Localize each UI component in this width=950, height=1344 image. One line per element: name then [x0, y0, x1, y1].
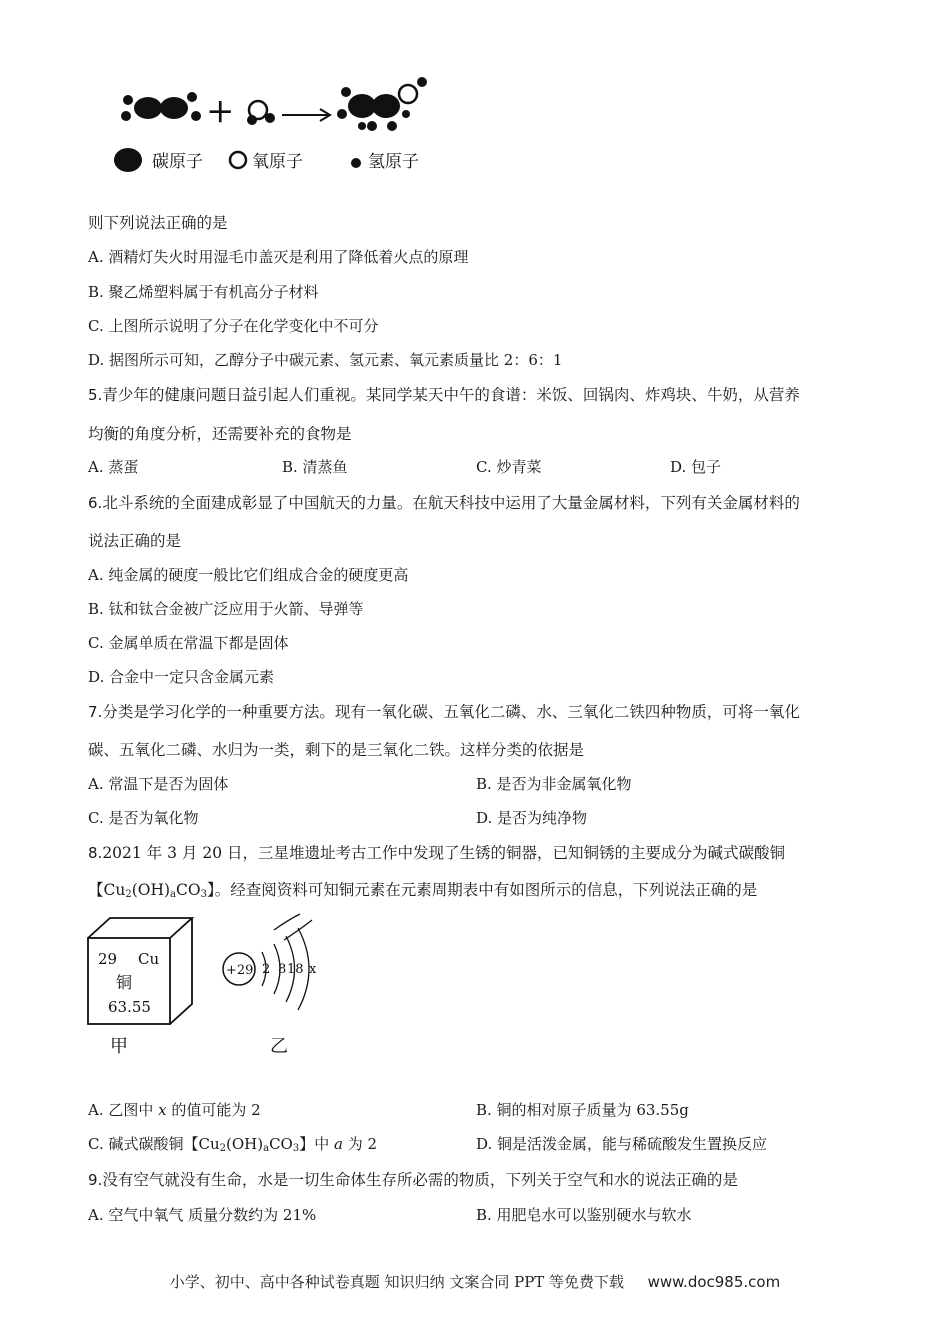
q8-option-a[interactable]: A. 乙图中 x 的值可能为 2 [88, 1101, 261, 1119]
q7-stem-line1: 7.分类是学习化学的一种重要方法。现有一氧化碳、五氧化二磷、水、三氧化二铁四种物质，可将一氧化 [88, 703, 800, 721]
q6-number: 6. [88, 494, 103, 512]
q6-stem-line2: 说法正确的是 [88, 532, 182, 550]
shell-electrons-4: x [309, 962, 317, 977]
figure-label-jia: 甲 [110, 1036, 128, 1057]
figure-label-yi: 乙 [270, 1036, 288, 1057]
ethanol-molecule [337, 77, 427, 131]
reaction-arrow-icon [282, 109, 330, 121]
q5-stem-line2: 均衡的角度分析，还需要补充的食物是 [88, 425, 352, 443]
shell-electrons-1: 2 [262, 962, 271, 977]
q5-number: 5. [88, 386, 103, 404]
q8-number: 8. [88, 844, 103, 862]
q6-option-a[interactable]: A. 纯金属的硬度一般比它们组成合金的硬度更高 [88, 566, 409, 584]
footer-url[interactable]: www.doc985.com [647, 1273, 781, 1291]
q5-option-c[interactable]: C. 炒青菜 [476, 458, 542, 476]
q9-option-a[interactable]: A. 空气中氧气 质量分数约为 21% [88, 1206, 317, 1224]
q6-option-b[interactable]: B. 钛和钛合金被广泛应用于火箭、导弹等 [88, 600, 364, 618]
q4-option-a[interactable]: A. 酒精灯失火时用湿毛巾盖灭是利用了降低着火点的原理 [88, 248, 469, 266]
q6-stem-line1: 6.北斗系统的全面建成彰显了中国航天的力量。在航天科技中运用了大量金属材料，下列有关金属材料的 [88, 494, 800, 512]
q7-stem-line2: 碳、五氧化二磷、水归为一类，剩下的是三氧化二铁。这样分类的依据是 [88, 741, 585, 759]
legend-oxygen: 氧原子 [252, 152, 303, 172]
q4-option-d[interactable]: D. 据图所示可知，乙醇分子中碳元素、氢元素、氧元素质量比 2：6：1 [88, 351, 563, 369]
page-footer [0, 1271, 950, 1292]
q7-option-b[interactable]: B. 是否为非金属氧化物 [476, 775, 632, 793]
legend-hydrogen: 氢原子 [368, 152, 419, 172]
q4-option-b[interactable]: B. 聚乙烯塑料属于有机高分子材料 [88, 283, 319, 301]
carbon-atom-icon [114, 148, 142, 172]
q4-option-c[interactable]: C. 上图所示说明了分子在化学变化中不可分 [88, 317, 379, 335]
q6-option-d[interactable]: D. 合金中一定只含金属元素 [88, 668, 275, 686]
q4-lead: 则下列说法正确的是 [88, 214, 228, 232]
element-symbol: Cu [138, 950, 160, 968]
q8-option-d[interactable]: D. 铜是活泼金属，能与稀硫酸发生置换反应 [476, 1135, 768, 1153]
atomic-number: 29 [98, 950, 118, 968]
q8-stem-line1: 8.2021 年 3 月 20 日，三星堆遗址考古工作中发现了生锈的铜器，已知铜锈的主要成分为碱式碳酸铜 [88, 844, 785, 862]
q5-option-a[interactable]: A. 蒸蛋 [88, 458, 139, 476]
legend-carbon: 碳原子 [152, 152, 203, 172]
ethylene-molecule [121, 92, 201, 121]
q9-stem: 9.没有空气就没有生命，水是一切生命体生存所必需的物质，下列关于空气和水的说法正确的是 [88, 1171, 738, 1189]
footer-text: 小学、初中、高中各种试卷真题 知识归纳 文案合同 PPT 等免费下载 [169, 1273, 625, 1291]
q5-option-b[interactable]: B. 清蒸鱼 [282, 458, 348, 476]
q7-option-c[interactable]: C. 是否为氧化物 [88, 809, 199, 827]
q7-option-d[interactable]: D. 是否为纯净物 [476, 809, 588, 827]
atomic-mass: 63.55 [108, 998, 151, 1016]
q5-option-d[interactable]: D. 包子 [670, 458, 722, 476]
q7-number: 7. [88, 703, 103, 721]
q8-option-b[interactable]: B. 铜的相对原子质量为 63.55g [476, 1101, 689, 1119]
copper-element-figure [84, 912, 344, 1062]
q6-option-c[interactable]: C. 金属单质在常温下都是固体 [88, 634, 289, 652]
shell-electrons-3: 18 [287, 962, 304, 977]
oxygen-atom-icon [230, 152, 246, 168]
hydrogen-atom-icon [351, 158, 361, 168]
reaction-diagram [110, 70, 440, 180]
q5-stem-line1: 5.青少年的健康问题日益引起人们重视。某同学某天中午的食谱：米饭、回锅肉、炸鸡块、牛奶，从营养 [88, 386, 800, 404]
q7-option-a[interactable]: A. 常温下是否为固体 [88, 775, 229, 793]
water-molecule [247, 101, 275, 125]
q8-option-c[interactable]: C. 碱式碳酸铜【$Cu_2(OH)_aCO_3$】中 a 为 2 [88, 1135, 378, 1154]
plus-sign: + [206, 91, 235, 131]
shell-electrons-2: 8 [278, 962, 287, 977]
element-name: 铜 [116, 973, 133, 992]
q9-option-b[interactable]: B. 用肥皂水可以鉴别硬水与软水 [476, 1206, 692, 1224]
nuclear-charge: +29 [226, 963, 254, 978]
q9-number: 9. [88, 1171, 103, 1189]
q8-stem-line2: 【$Cu_2(OH)_aCO_3$】。经查阅资料可知铜元素在元素周期表中有如图所示的信息，下列说法正确的是 [88, 881, 758, 900]
